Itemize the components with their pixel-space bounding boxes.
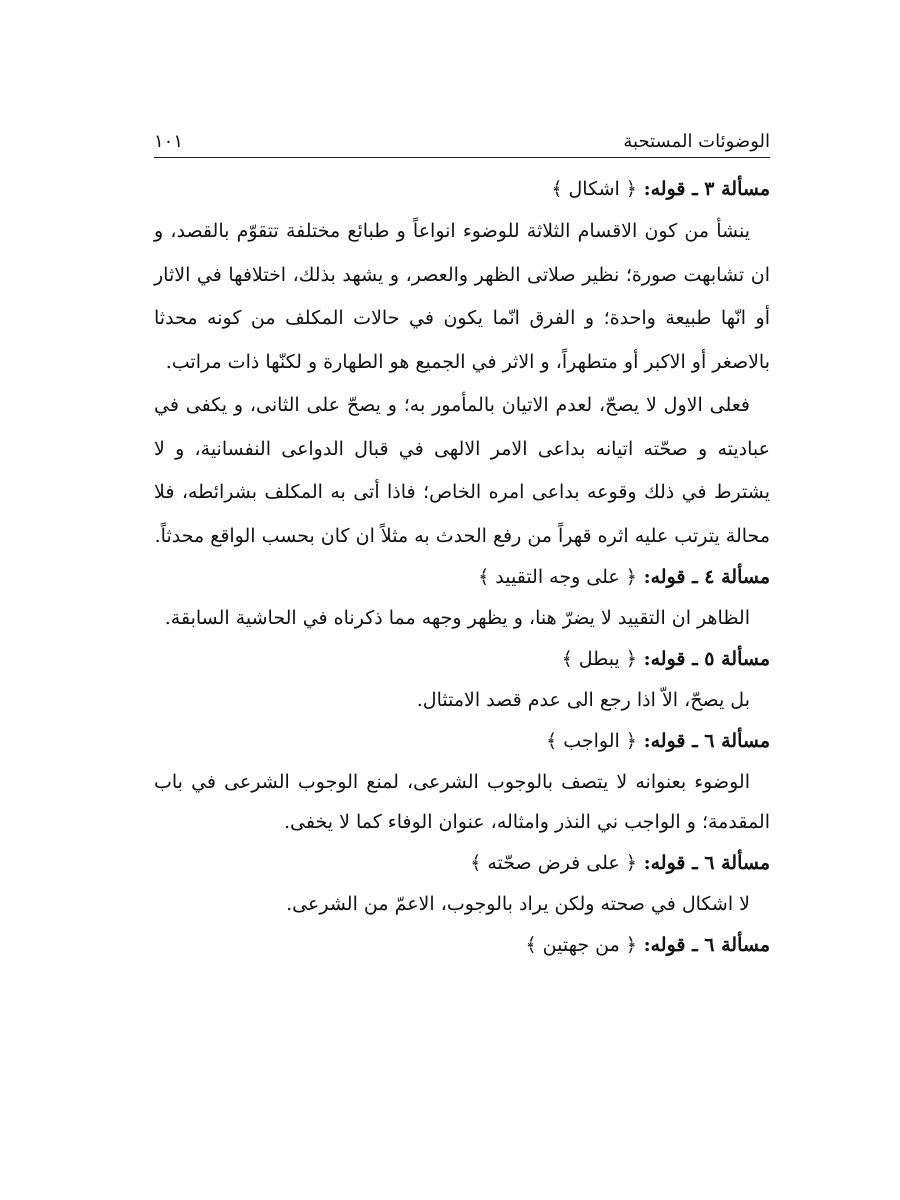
issue-label: مسألة ٥ ـ قوله:: [643, 648, 770, 670]
section-issue-4: [154, 558, 770, 638]
section-issue-3: [154, 170, 770, 558]
section-heading: [154, 926, 770, 964]
chapter-title: الوضوئات المستحبة: [623, 131, 770, 152]
quoted-term: ﴿ على وجه التقييد ﴾: [478, 566, 637, 588]
paragraph: فعلى الاول لا يصحّ، لعدم الاتيان بالمأمور به؛ و يصحّ على الثانى، و يكفى في عباديته و صحّته اتيانه بداعى الامر الالهى في قبال الدواعى النفسانية، و لا يشترط في ذلك وقوعه بداعى امره الخاص؛ فاذا أتى به المكلف بشرائطه، فلا محالة يترتب عليه اثره قهراً من رفع الحدث به مثلاً ان كان بحسب الواقع محدثاً.: [154, 394, 770, 547]
section-heading: [154, 844, 770, 882]
section-issue-6-wajib: [154, 722, 770, 842]
quoted-term: ﴿ من جهتين ﴾: [525, 934, 637, 956]
section-issue-6-validity: [154, 844, 770, 924]
section-issue-6-two-aspects: [154, 926, 770, 964]
section-heading: [154, 558, 770, 596]
section-heading: [154, 722, 770, 760]
paragraph: بل يصحّ، الاّ اذا رجع الى عدم قصد الامتثال.: [416, 689, 750, 711]
section-issue-5: [154, 640, 770, 720]
issue-label: مسألة ٣ ـ قوله:: [643, 178, 770, 200]
issue-label: مسألة ٦ ـ قوله:: [643, 852, 770, 874]
issue-label: مسألة ٦ ـ قوله:: [643, 730, 770, 752]
section-heading: [154, 640, 770, 678]
header-rule: [154, 157, 770, 158]
issue-label: مسألة ٤ ـ قوله:: [643, 566, 770, 588]
quoted-term: ﴿ الواجب ﴾: [546, 730, 637, 752]
paragraph: الوضوء بعنوانه لا يتصف بالوجوب الشرعى، لمنع الوجوب الشرعى في باب المقدمة؛ و الواجب ني النذر وامثاله، عنوان الوفاء كما لا يخفى.: [154, 771, 770, 833]
quoted-term: ﴿ على فرض صحّته ﴾: [470, 852, 637, 874]
page-number: ١٠١: [154, 131, 184, 152]
page-body: [154, 170, 770, 966]
quoted-term: ﴿ اشكال ﴾: [551, 178, 637, 200]
paragraph: ينشأ من كون الاقسام الثلاثة للوضوء انواعاً و طبائع مختلفة تتقوّم بالقصد، و ان تشابهت صورة؛ نظير صلاتى الظهر والعصر، و يشهد بذلك، اختلافها في الاثار أو انّها طبيعة واحدة؛ و الفرق انّما يكون في حالات المكلف من كونه محدثا بالاصغر أو الاكبر أو متطهراً، و الاثر في الجميع هو الطهارة و لكنّها ذات مراتب.: [154, 220, 770, 373]
paragraph: لا اشكال في صحته ولكن يراد بالوجوب، الاعمّ من الشرعى.: [286, 893, 750, 915]
section-heading: [154, 170, 770, 208]
quoted-term: ﴿ يبطل ﴾: [561, 648, 637, 670]
paragraph: الظاهر ان التقييد لا يضرّ هنا، و يظهر وجهه مما ذكرناه في الحاشية السابقة.: [164, 607, 750, 629]
issue-label: مسألة ٦ ـ قوله:: [643, 934, 770, 956]
running-header: [154, 126, 770, 154]
